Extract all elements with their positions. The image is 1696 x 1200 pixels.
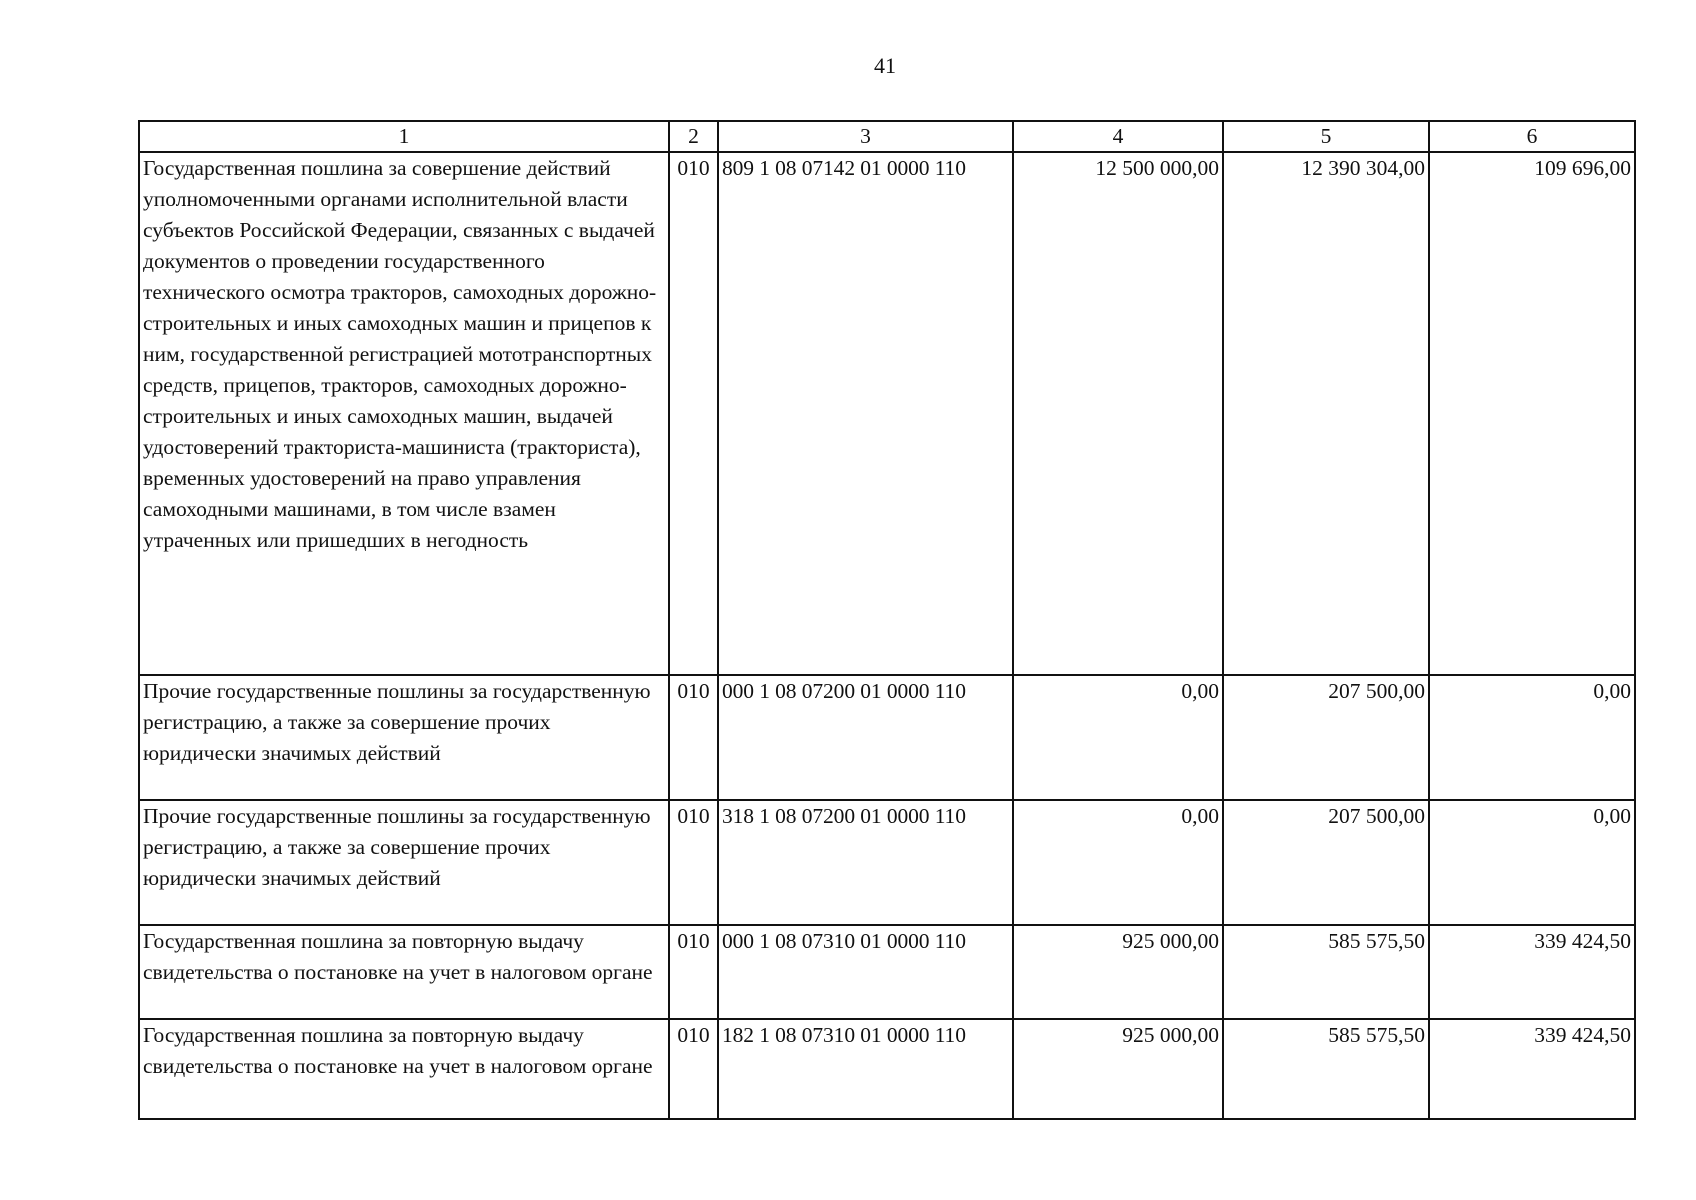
column-4-value-cell: 0,00	[1013, 800, 1223, 925]
line-code-cell: 010	[669, 1019, 718, 1119]
budget-classification-code-cell: 318 1 08 07200 01 0000 110	[718, 800, 1013, 925]
column-4-value-cell: 925 000,00	[1013, 1019, 1223, 1119]
line-code-cell: 010	[669, 800, 718, 925]
column-5-value-cell: 585 575,50	[1223, 925, 1429, 1019]
column-5-value-cell: 207 500,00	[1223, 675, 1429, 800]
table-row	[139, 1019, 1635, 1119]
table-row	[139, 925, 1635, 1019]
budget-classification-code-cell: 809 1 08 07142 01 0000 110	[718, 152, 1013, 675]
column-6-value-cell: 109 696,00	[1429, 152, 1635, 675]
column-6-value-cell: 0,00	[1429, 675, 1635, 800]
column-5-value-cell: 207 500,00	[1223, 800, 1429, 925]
budget-classification-code-cell: 000 1 08 07310 01 0000 110	[718, 925, 1013, 1019]
column-header-3: 3	[718, 121, 1013, 152]
column-4-value-cell: 0,00	[1013, 675, 1223, 800]
column-5-value-cell: 585 575,50	[1223, 1019, 1429, 1119]
column-header-2: 2	[669, 121, 718, 152]
budget-classification-code-cell: 000 1 08 07200 01 0000 110	[718, 675, 1013, 800]
table-row	[139, 675, 1635, 800]
line-code-cell: 010	[669, 925, 718, 1019]
table-row	[139, 152, 1635, 675]
line-code-cell: 010	[669, 152, 718, 675]
column-number-header-row	[139, 121, 1635, 152]
page-number: 41	[874, 53, 896, 78]
column-6-value-cell: 0,00	[1429, 800, 1635, 925]
column-5-value-cell: 12 390 304,00	[1223, 152, 1429, 675]
table-row	[139, 800, 1635, 925]
column-4-value-cell: 12 500 000,00	[1013, 152, 1223, 675]
column-header-4: 4	[1013, 121, 1223, 152]
budget-table	[138, 120, 1636, 1120]
column-header-5: 5	[1223, 121, 1429, 152]
revenue-name-cell: Государственная пошлина за повторную выдачу свидетельства о постановке на учет в налоговом органе	[139, 1019, 669, 1119]
revenue-name-cell: Прочие государственные пошлины за государственную регистрацию, а также за совершение прочих юридически значимых действий	[139, 675, 669, 800]
revenue-name-cell: Прочие государственные пошлины за государственную регистрацию, а также за совершение прочих юридически значимых действий	[139, 800, 669, 925]
column-header-1: 1	[139, 121, 669, 152]
revenue-name-cell: Государственная пошлина за совершение действий уполномоченными органами исполнительной власти субъектов Российской Федерации, связанных с выдачей документов о проведении государственного технического осмотра тракторов, самоходных дорожно-строительных и иных самоходных машин и прицепов к ним, государственной регистрацией мототранспортных средств, прицепов, тракторов, самоходных дорожно-строительных и иных самоходных машин, выдачей удостоверений тракториста-машиниста (тракториста), временных удостоверений на право управления самоходными машинами, в том числе взамен утраченных или пришедших в негодность	[139, 152, 669, 675]
column-4-value-cell: 925 000,00	[1013, 925, 1223, 1019]
column-header-6: 6	[1429, 121, 1635, 152]
column-6-value-cell: 339 424,50	[1429, 1019, 1635, 1119]
line-code-cell: 010	[669, 675, 718, 800]
revenue-name-cell: Государственная пошлина за повторную выдачу свидетельства о постановке на учет в налоговом органе	[139, 925, 669, 1019]
column-6-value-cell: 339 424,50	[1429, 925, 1635, 1019]
budget-classification-code-cell: 182 1 08 07310 01 0000 110	[718, 1019, 1013, 1119]
